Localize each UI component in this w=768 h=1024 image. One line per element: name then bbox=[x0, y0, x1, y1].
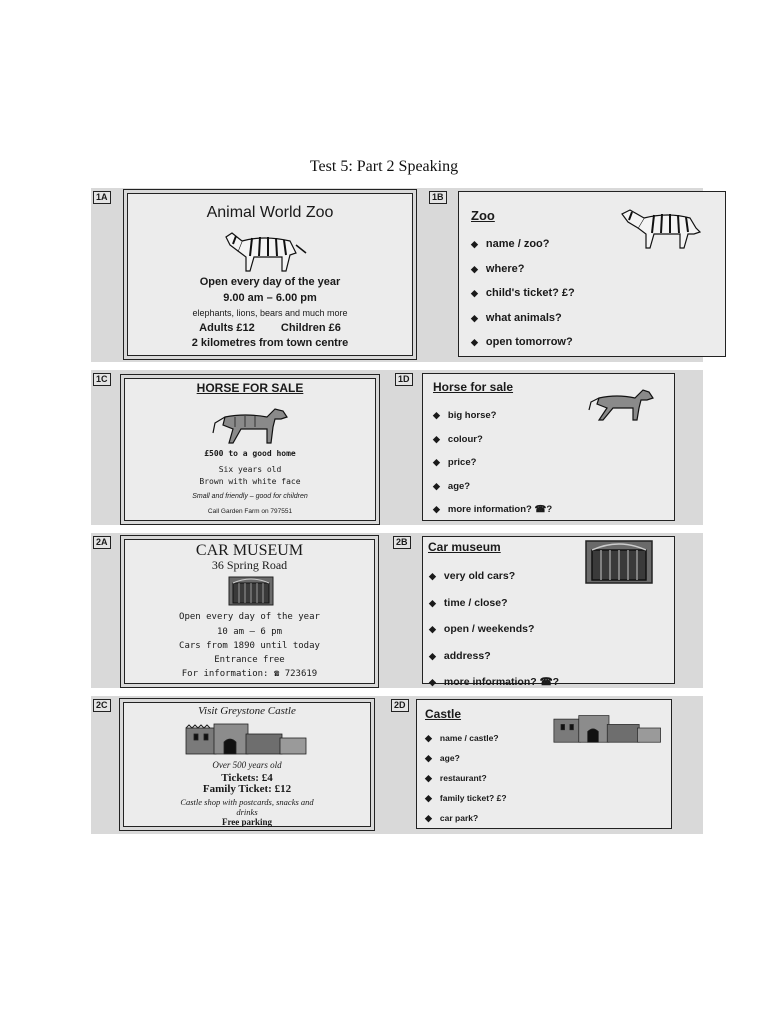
description-line: Brown with white face bbox=[199, 477, 301, 486]
question-list bbox=[429, 563, 559, 696]
page-title: Test 5: Part 2 Speaking bbox=[309, 158, 459, 175]
row-1-strip bbox=[91, 188, 703, 362]
distance-line: 2 kilometres from town centre bbox=[191, 337, 349, 349]
opening-hours: 9.00 am – 6.00 pm bbox=[223, 292, 317, 304]
card-2c-castle-advert bbox=[123, 702, 371, 827]
castle-icon bbox=[184, 720, 312, 756]
diamond-bullet-icon: ◆ bbox=[429, 650, 436, 661]
card-tag: 1A bbox=[93, 191, 111, 204]
diamond-bullet-icon: ◆ bbox=[429, 597, 436, 608]
diamond-bullet-icon: ◆ bbox=[433, 433, 440, 444]
list-item: ◆ family ticket? £? bbox=[425, 788, 507, 808]
list-item: ◆ more information? ☎? bbox=[429, 669, 559, 696]
diamond-bullet-icon: ◆ bbox=[425, 733, 432, 743]
card-title: Zoo bbox=[471, 208, 495, 223]
list-item: ◆ age? bbox=[425, 748, 507, 768]
diamond-bullet-icon: ◆ bbox=[433, 410, 440, 420]
prices-line bbox=[128, 322, 412, 334]
diamond-bullet-icon: ◆ bbox=[433, 504, 440, 514]
card-tag: 2C bbox=[93, 699, 111, 712]
diamond-bullet-icon: ◆ bbox=[433, 480, 440, 491]
diamond-bullet-icon: ◆ bbox=[425, 793, 432, 803]
row-2-strip bbox=[91, 370, 703, 525]
age-line: Over 500 years old bbox=[212, 760, 282, 770]
diamond-bullet-icon: ◆ bbox=[425, 773, 432, 783]
shop-line: Castle shop with postcards, snacks and bbox=[180, 797, 314, 807]
list-item: ◆ child's ticket? £? bbox=[471, 281, 575, 306]
card-2b-car-museum-questions bbox=[422, 536, 675, 688]
list-item: ◆ price? bbox=[433, 451, 552, 475]
diamond-bullet-icon: ◆ bbox=[471, 239, 478, 249]
diamond-bullet-icon: ◆ bbox=[425, 753, 432, 763]
diamond-bullet-icon: ◆ bbox=[433, 457, 440, 467]
question-list bbox=[471, 232, 575, 355]
card-2d-castle-questions bbox=[416, 699, 672, 829]
age-line: Six years old bbox=[218, 465, 282, 474]
diamond-bullet-icon: ◆ bbox=[471, 288, 478, 298]
cars-line: Cars from 1890 until today bbox=[179, 641, 320, 651]
list-item: ◆ colour? bbox=[433, 428, 552, 452]
zebra-icon bbox=[614, 204, 710, 250]
museum-building-icon bbox=[584, 541, 654, 583]
child-price: Children £6 bbox=[280, 322, 341, 334]
card-title: Horse for sale bbox=[433, 380, 514, 394]
contact-line: Call Garden Farm on 797551 bbox=[207, 508, 293, 515]
zebra-icon bbox=[224, 227, 320, 273]
address-line: 36 Spring Road bbox=[211, 558, 288, 572]
list-item: ◆ car park? bbox=[425, 808, 507, 828]
shop-line-2: drinks bbox=[236, 807, 258, 817]
diamond-bullet-icon: ◆ bbox=[429, 624, 436, 634]
parking-line: Free parking bbox=[221, 817, 273, 827]
card-tag: 2B bbox=[393, 536, 411, 549]
list-item: ◆ open tomorrow? bbox=[471, 330, 575, 355]
horse-icon bbox=[211, 405, 295, 445]
diamond-bullet-icon: ◆ bbox=[471, 337, 478, 347]
opening-days: Open every day of the year bbox=[199, 276, 341, 288]
card-1a-zoo-advert bbox=[127, 193, 413, 356]
card-tag: 1D bbox=[395, 373, 413, 386]
question-list bbox=[433, 404, 552, 522]
row-4-strip bbox=[91, 696, 703, 834]
family-ticket-line: Family Ticket: £12 bbox=[202, 783, 292, 795]
list-item: ◆ age? bbox=[433, 475, 552, 499]
card-title: HORSE FOR SALE bbox=[196, 381, 304, 395]
card-title: Car museum bbox=[428, 540, 501, 554]
museum-building-icon bbox=[229, 577, 273, 605]
price-line: £500 to a good home bbox=[204, 449, 296, 458]
list-item: ◆ big horse? bbox=[433, 404, 552, 428]
question-list bbox=[425, 728, 507, 828]
card-title: Visit Greystone Castle bbox=[198, 705, 296, 717]
list-item: ◆ more information? ☎? bbox=[433, 498, 552, 522]
phone-line: For information: ☎ 723619 bbox=[181, 669, 318, 679]
list-item: ◆ where? bbox=[471, 257, 575, 282]
diamond-bullet-icon: ◆ bbox=[429, 571, 436, 581]
opening-hours: 10 am – 6 pm bbox=[216, 627, 283, 637]
card-tag: 2D bbox=[391, 699, 409, 712]
card-tag: 1B bbox=[429, 191, 447, 204]
card-2a-car-museum-advert bbox=[124, 539, 375, 684]
entrance-line: Entrance free bbox=[214, 655, 285, 665]
list-item: ◆ name / castle? bbox=[425, 728, 507, 748]
diamond-bullet-icon: ◆ bbox=[471, 312, 478, 323]
diamond-bullet-icon: ◆ bbox=[471, 263, 478, 274]
list-item: ◆ what animals? bbox=[471, 306, 575, 331]
list-item: ◆ name / zoo? bbox=[471, 232, 575, 257]
diamond-bullet-icon: ◆ bbox=[425, 813, 432, 823]
card-title: Animal World Zoo bbox=[206, 204, 334, 221]
adult-price: Adults £12 bbox=[199, 322, 255, 334]
card-1b-zoo-questions bbox=[458, 191, 726, 357]
card-tag: 2A bbox=[93, 536, 111, 549]
temperament-line: Small and friendly – good for children bbox=[192, 493, 308, 500]
horse-icon bbox=[589, 386, 659, 422]
animals-line: elephants, lions, bears and much more bbox=[192, 308, 348, 318]
ticket-line: Tickets: £4 bbox=[221, 772, 273, 784]
list-item: ◆ open / weekends? bbox=[429, 616, 559, 643]
opening-days: Open every day of the year bbox=[179, 612, 320, 622]
card-title: CAR MUSEUM bbox=[195, 542, 304, 559]
list-item: ◆ address? bbox=[429, 643, 559, 670]
list-item: ◆ time / close? bbox=[429, 590, 559, 617]
card-title: Castle bbox=[425, 707, 462, 721]
list-item: ◆ very old cars? bbox=[429, 563, 559, 590]
list-item: ◆ restaurant? bbox=[425, 768, 507, 788]
card-tag: 1C bbox=[93, 373, 111, 386]
diamond-bullet-icon: ◆ bbox=[429, 677, 436, 687]
card-1d-horse-questions bbox=[422, 373, 675, 521]
castle-icon bbox=[552, 712, 666, 744]
card-1c-horse-advert bbox=[124, 378, 376, 521]
row-3-strip bbox=[91, 533, 703, 688]
